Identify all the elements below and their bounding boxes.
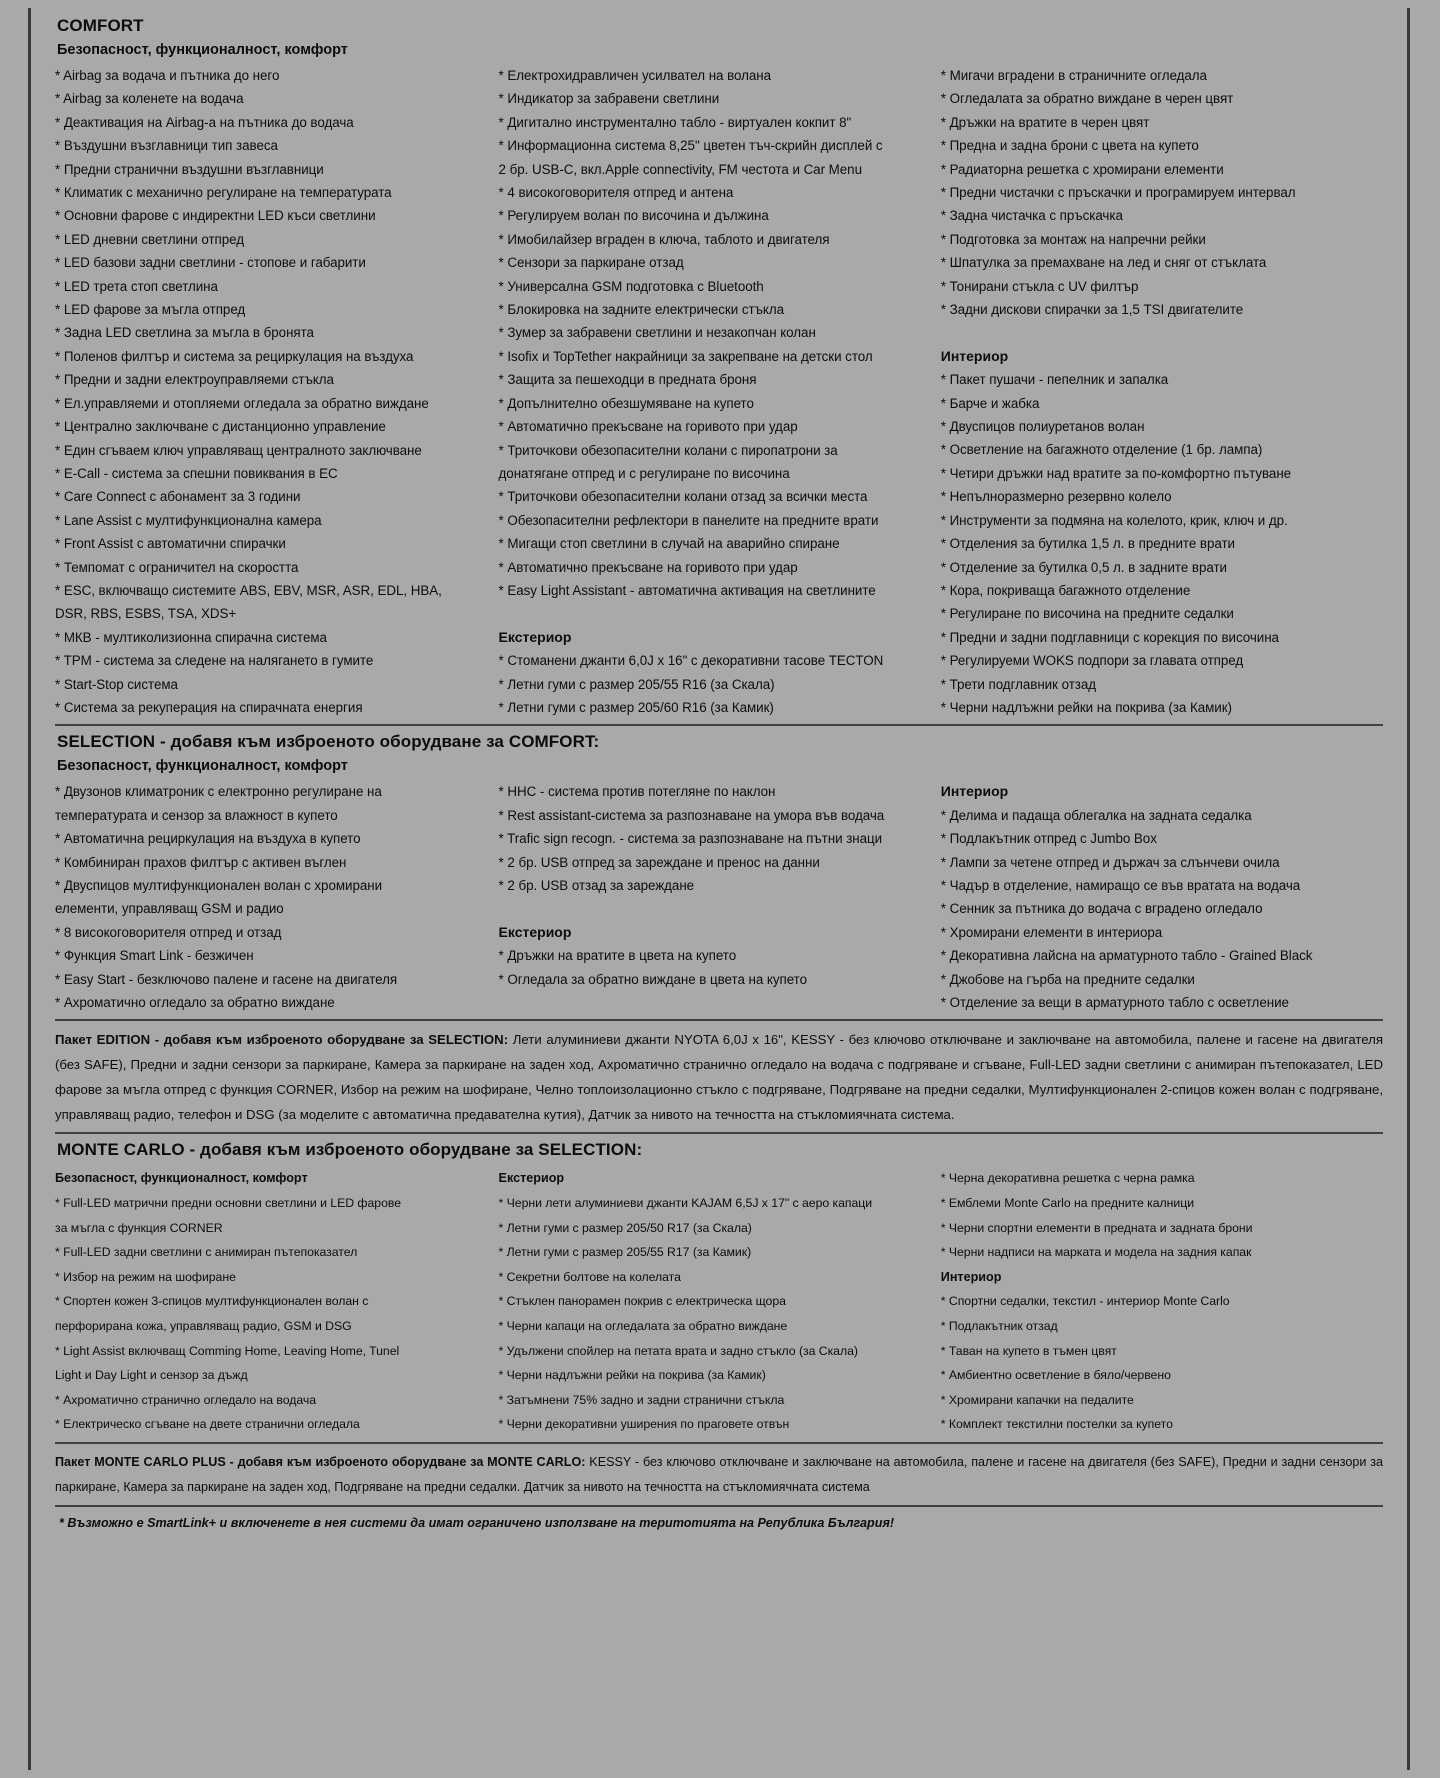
- list-item: * Дигитално инструментално табло - виртуален кокпит 8": [498, 114, 852, 130]
- list-item: * Easy Start - безключово палене и гасене на двигателя: [55, 971, 398, 987]
- list-item: * Електрическо сгъване на двете странични огледала: [55, 1417, 360, 1432]
- list-item: * Двуспицов полиуретанов волан: [940, 419, 1145, 435]
- list-item: * Делима и падаща облегалка на задната седалка: [940, 807, 1252, 823]
- list-item: * Кора, покриваща багажното отделение: [940, 582, 1191, 598]
- list-item: Light и Day Light и сензор за дъжд: [55, 1368, 248, 1383]
- list-item: * Пакет пушачи - пепелник и запалка: [940, 372, 1169, 388]
- list-item: * LED дневни светлини отпред: [55, 231, 245, 247]
- list-item: * Isofix и TopTether накрайници за закрепване на детски стол: [498, 348, 873, 364]
- list-item: * Сенник за пътника до водача с вградено огледало: [940, 901, 1263, 917]
- list-item: * Хромирани елементи в интериора: [940, 924, 1163, 940]
- list-item: * LED фарове за мъгла отпред: [55, 302, 246, 318]
- list-item: * Предни и задни електроуправляеми стъкла: [55, 372, 334, 388]
- list-item: * Черна декоративна решетка с черна рамка: [940, 1171, 1195, 1186]
- list-item: * Радиаторна решетка с хромирани елементи: [940, 161, 1224, 177]
- list-item: * Инструменти за подмяна на колелото, крик, ключ и др.: [940, 512, 1288, 528]
- list-item: * Декоративна лайсна на арматурното табло - Grained Black: [940, 948, 1313, 964]
- list-item: * Задни дискови спирачки за 1,5 TSI двигателите: [940, 302, 1244, 318]
- comfort-column-2: [499, 64, 941, 719]
- list-item: * Full-LED задни светлини с анимиран пътепоказател: [55, 1245, 358, 1260]
- monte-carlo-plus-lead: Пакет MONTE CARLO PLUS - добавя към изброеното оборудване за MONTE CARLO: [55, 1454, 582, 1469]
- monte-carlo-plus-colon: :: [581, 1454, 586, 1469]
- list-item: * Огледалата за обратно виждане в черен цвят: [940, 91, 1234, 107]
- list-item: * Четири дръжки над вратите за по-комфортно пътуване: [940, 465, 1292, 481]
- list-item: * Light Assist включващ Comming Home, Leaving Home, Tunel: [55, 1343, 400, 1358]
- list-item: * Летни гуми с размер 205/55 R16 (за Скала): [498, 676, 775, 692]
- divider: [55, 1132, 1383, 1134]
- list-item: * Амбиентно осветление в бяло/червено: [940, 1368, 1171, 1383]
- monte-carlo-safety-heading: Безопасност, функционалност, комфорт: [55, 1171, 308, 1186]
- comfort-title: COMFORT: [57, 16, 144, 35]
- list-item: * Автоматична рециркулация на въздуха в купето: [55, 831, 361, 847]
- list-item: * Таван на купето в тъмен цвят: [940, 1343, 1117, 1358]
- list-item: * 2 бр. USB отпред за зареждане и пренос на данни: [498, 854, 820, 870]
- list-item: * Избор на режим на шофиране: [55, 1269, 236, 1284]
- list-item: * Предни чистачки с пръскачки и програмируем интервал: [940, 185, 1296, 201]
- list-item: * Мигачи вградени в страничните огледала: [940, 68, 1207, 83]
- list-item: * Информационна система 8,25" цветен тъч-скрийн дисплей с: [498, 138, 883, 154]
- list-item: * HHC - система против потегляне по наклон: [498, 784, 776, 800]
- list-item: * Easy Light Assistant - автоматична активация на светлините: [498, 582, 876, 598]
- list-item: * Ахроматично огледало за обратно виждане: [55, 995, 335, 1011]
- selection-title: SELECTION - добавя към изброеното оборудване за COMFORT:: [57, 732, 600, 752]
- comfort-exterior-heading: Екстериор: [498, 628, 572, 645]
- list-item: перфорирана кожа, управляващ радио, GSM и DSG: [55, 1319, 352, 1333]
- list-item: * Триточкови обезопасителни колани отзад за всички места: [498, 489, 868, 505]
- list-item: * Предни странични въздушни възглавници: [55, 161, 324, 177]
- divider: [55, 1505, 1383, 1507]
- list-item: * Зумер за забравени светлини и незакопчан колан: [498, 325, 816, 341]
- list-item: * Индикатор за забравени светлини: [498, 91, 720, 107]
- list-item: * Летни гуми с размер 205/50 R17 (за Скала): [498, 1220, 752, 1235]
- list-item: * Триточкови обезопасителни колани с пиропатрони за: [498, 442, 838, 458]
- monte-carlo-interior-heading: Интериор: [940, 1269, 1002, 1284]
- selection-subhead: Безопасност, функционалност, комфорт: [57, 758, 348, 775]
- sheet-frame: [28, 8, 1410, 1770]
- list-item: * Трети подглавник отзад: [940, 676, 1097, 692]
- list-item: * Черни надлъжни рейки на покрива (за Камик): [940, 699, 1232, 715]
- spacer: [499, 897, 931, 920]
- list-item: * Климатик с механично регулиране на температурата: [55, 185, 392, 201]
- selection-column-3: [941, 780, 1383, 1014]
- list-item: * Регулируеми WOKS подпори за главата отпред: [940, 653, 1244, 669]
- list-item: * Барче и жабка: [940, 395, 1040, 411]
- selection-column-2: [499, 780, 941, 1014]
- edition-colon: :: [503, 1032, 509, 1048]
- list-item: * Start-Stop система: [55, 676, 178, 692]
- list-item: * Front Assist с автоматични спирачки: [55, 536, 286, 552]
- list-item: * Черни декоративни уширения по праговете отвън: [498, 1417, 790, 1432]
- list-item: * Емблеми Monte Carlo на предните калници: [940, 1196, 1195, 1211]
- list-item: * Подлакътник отпред с Jumbo Box: [940, 831, 1157, 847]
- selection-exterior-heading: Екстериор: [498, 923, 572, 940]
- list-item: * Черни лети алуминиеви джанти KAJAM 6,5J x 17" с аеро капаци: [498, 1196, 873, 1211]
- list-item: * Trafic sign recogn. - система за разпознаване на пътни знаци: [498, 831, 883, 847]
- list-item: * Централно заключване с дистанционно управление: [55, 419, 386, 435]
- list-item: * Секретни болтове на колелата: [498, 1269, 681, 1284]
- comfort-column-3: [941, 64, 1383, 719]
- list-item: * Регулиране по височина на предните седалки: [940, 606, 1234, 622]
- list-item: * Подготовка за монтаж на напречни рейки: [940, 231, 1206, 247]
- list-item: * Хромирани капачки на педалите: [940, 1392, 1134, 1407]
- comfort-interior-heading: Интериор: [940, 347, 1009, 364]
- list-item: * Защита за пешеходци в предната броня: [498, 372, 757, 388]
- list-item: * Отделение за вещи в арматурното табло с осветление: [940, 995, 1289, 1011]
- list-item: * Един сгъваем ключ управляващ централното заключване: [55, 442, 422, 458]
- list-item: * Комплект текстилни постелки за купето: [940, 1417, 1173, 1432]
- section-selection: [55, 732, 1383, 1014]
- selection-column-1: [55, 780, 499, 1014]
- divider: [55, 1019, 1383, 1021]
- list-item: * Чадър в отделение, намиращо се във вратата на водача: [940, 878, 1301, 893]
- list-item: * МКВ - мултиколизионна спирачна система: [55, 629, 327, 645]
- list-item: * Джобове на гърба на предните седалки: [940, 971, 1195, 987]
- list-item: * Поленов филтър и система за рециркулация на въздуха: [55, 348, 414, 364]
- list-item: * Тонирани стъкла с UV филтър: [940, 278, 1139, 294]
- comfort-subhead: Безопасност, функционалност, комфорт: [57, 42, 348, 58]
- list-item: * Осветление на багажното отделение (1 бр. лампа): [940, 442, 1263, 458]
- list-item: * Огледала за обратно виждане в цвета на купето: [498, 971, 808, 987]
- list-item: * Универсална GSM подготовка с Bluetooth: [498, 278, 764, 294]
- list-item: * Full-LED матрични предни основни светлини и LED фарове: [55, 1196, 401, 1211]
- monte-carlo-title: MONTE CARLO - добавя към изброеното оборудване за SELECTION:: [57, 1140, 643, 1160]
- list-item: * Отделения за бутилка 1,5 л. в предните врати: [940, 536, 1235, 552]
- edition-body: Лети алуминиеви джанти NYOTA 6,0J x 16", KESSY - без ключово отключване и заключване на автомобила, палене и гасене на двигателя (без SAFE), Предни и задни сензори за паркиране, Камера за паркиране на заден ход, Ахроматично странично огледало на водача с подгряване и сгъване, Full-LED задни светлини с анимиран пътепоказател, LED фарове за мъгла отпред с функция CORNER, Избор на режим на шофиране, Челно топлоизолационно стъкло с подгряване, Подгряване на предни седалки, Мултифункционален 2-спицов кожен волан с подгряване, управляващ радио, телефон и DSG (за моделите с автоматична предавателна кутия), Датчик за нивото на течността на стъкломиячната система.: [55, 1032, 1383, 1123]
- list-item: * Care Connect с абонамент за 3 години: [55, 489, 301, 505]
- list-item: * E-Call - система за спешни повиквания в ЕС: [55, 465, 338, 481]
- list-item: * Темпомат с ограничител на скоростта: [55, 559, 299, 575]
- list-item: * Непълноразмерно резервно колело: [940, 489, 1172, 505]
- list-item: * ESC, включващо системите ABS, EBV, MSR, ASR, EDL, HBA,: [55, 582, 442, 598]
- list-item: * Черни спортни елементи в предната и задната брони: [940, 1220, 1253, 1235]
- list-item: * LED базови задни светлини - стопове и габарити: [55, 255, 366, 271]
- list-item: * Шпатулка за премахване на лед и сняг от стъклата: [940, 255, 1267, 271]
- list-item: за мъгла с функция CORNER: [55, 1220, 223, 1235]
- list-item: донатягане отпред и с регулиране по височина: [498, 465, 790, 481]
- list-item: * Rest assistant-система за разпознаване на умора във водача: [498, 807, 885, 823]
- list-item: * Дръжки на вратите в цвета на купето: [498, 948, 737, 964]
- list-item: * Двузонов климатроник с електронно регулиране на: [55, 784, 382, 800]
- spacer: [499, 602, 931, 625]
- list-item: * Airbag за коленете на водача: [55, 91, 244, 107]
- monte-carlo-plus-body: KESSY - без ключово отключване и заключване на автомобила, палене и гасене на двигателя (без SAFE), Предни и задни сензори за паркиране, Камера за паркиране на заден ход, Подгряване на предни седалки. Датчик за нивото на течността на стъкломиячната система: [55, 1454, 1383, 1494]
- divider: [55, 724, 1383, 726]
- list-item: * Система за рекуперация на спирачната енергия: [55, 699, 363, 715]
- list-item: * Деактивация на Airbag-а на пътника до водача: [55, 114, 354, 130]
- edition-lead: Пакет EDITION - добавя към изброеното оборудване за SELECTION: [55, 1032, 504, 1048]
- list-item: елементи, управляващ GSM и радио: [55, 901, 284, 917]
- list-item: * Двуспицов мултифункционален волан с хромирани: [55, 878, 383, 893]
- list-item: * Подлакътник отзад: [940, 1319, 1058, 1333]
- list-item: * Спортен кожен 3-спицов мултифункционален волан с: [55, 1294, 369, 1309]
- list-item: * Летни гуми с размер 205/60 R16 (за Камик): [498, 699, 774, 715]
- list-item: * Черни капаци на огледалата за обратно виждане: [498, 1319, 788, 1333]
- list-item: * Комбиниран прахов филтър с активен въглен: [55, 854, 347, 870]
- list-item: * Имобилайзер вграден в ключа, таблото и двигателя: [498, 231, 830, 247]
- list-item: * Електрохидравличен усилвател на волана: [498, 68, 772, 83]
- list-item: * Airbag за водача и пътника до него: [55, 68, 280, 83]
- section-comfort: [55, 16, 1383, 719]
- list-item: * Основни фарове с индиректни LED къси светлини: [55, 208, 376, 224]
- list-item: * LED трета стоп светлина: [55, 278, 218, 294]
- list-item: * TPM - система за следене на налягането в гумите: [55, 653, 374, 669]
- list-item: * Затъмнени 75% задно и задни странични стъкла: [498, 1392, 785, 1407]
- list-item: * Lane Assist с мултифункционална камера: [55, 512, 322, 528]
- footnote: * Възможно е SmartLink+ и включенете в нея системи да имат ограничено използване на теритотията на Република България!: [59, 1515, 895, 1530]
- list-item: * Спортни седалки, текстил - интериор Monte Carlo: [940, 1294, 1230, 1309]
- list-item: * Дръжки на вратите в черен цвят: [940, 114, 1150, 130]
- monte-carlo-exterior-heading: Екстериор: [498, 1171, 565, 1186]
- list-item: температурата и сензор за влажност в купето: [55, 807, 338, 823]
- list-item: * 4 високоговорителя отпред и антена: [498, 185, 734, 201]
- list-item: * Задна LED светлина за мъгла в бронята: [55, 325, 314, 341]
- list-item: * Удължени спойлер на петата врата и задно стъкло (за Скала): [498, 1343, 858, 1358]
- list-item: * Автоматично прекъсване на горивото при удар: [498, 559, 798, 575]
- selection-interior-heading: Интериор: [940, 783, 1009, 800]
- list-item: * Предна и задна брони с цвета на купето: [940, 138, 1199, 154]
- list-item: * Стъклен панорамен покрив с електрическа щора: [498, 1294, 786, 1309]
- list-item: * Въздушни възглавници тип завеса: [55, 138, 278, 154]
- monte-carlo-column-2: [499, 1166, 941, 1437]
- divider: [55, 1442, 1383, 1444]
- list-item: * Блокировка на задните електрически стъкла: [498, 302, 785, 318]
- list-item: * Обезопасителни рефлектори в панелите на предните врати: [498, 512, 879, 528]
- monte-carlo-column-3: [941, 1166, 1383, 1437]
- list-item: 2 бр. USB-C, вкл.Apple connectivity, FM честота и Car Menu: [498, 161, 862, 177]
- list-item: * Ахроматично странично огледало на водача: [55, 1392, 317, 1407]
- monte-carlo-column-1: [55, 1166, 499, 1437]
- list-item: * 2 бр. USB отзад за зареждане: [498, 878, 695, 893]
- list-item: * Допълнително обезшумяване на купето: [498, 395, 754, 411]
- list-item: * Сензори за паркиране отзад: [498, 255, 684, 271]
- spacer: [941, 321, 1383, 344]
- list-item: * 8 високоговорителя отпред и отзад: [55, 924, 282, 940]
- list-item: * Регулируем волан по височина и дължина: [498, 208, 769, 224]
- list-item: * Стоманени джанти 6,0J x 16" с декоративни тасове TECTON: [498, 653, 884, 669]
- list-item: * Мигащи стоп светлини в случай на аварийно спиране: [498, 536, 840, 552]
- monte-carlo-plus-paragraph: [55, 1450, 1383, 1500]
- list-item: * Лампи за четене отпред и държач за слънчеви очила: [940, 854, 1280, 870]
- list-item: * Функция Smart Link - безжичен: [55, 948, 254, 964]
- list-item: * Летни гуми с размер 205/55 R17 (за Камик): [498, 1245, 752, 1260]
- edition-paragraph: [55, 1027, 1383, 1127]
- list-item: * Ел.управляеми и отопляеми огледала за обратно виждане: [55, 395, 429, 411]
- list-item: * Задна чистачка с пръскачка: [940, 208, 1123, 224]
- comfort-column-1: [55, 64, 499, 719]
- list-item: * Черни надписи на марката и модела на задния капак: [940, 1245, 1252, 1260]
- list-item: * Предни и задни подглавници с корекция по височина: [940, 629, 1279, 645]
- list-item: * Черни надлъжни рейки на покрива (за Камик): [498, 1368, 766, 1383]
- list-item: * Автоматично прекъсване на горивото при удар: [498, 419, 798, 435]
- section-monte-carlo: [55, 1140, 1383, 1437]
- list-item: DSR, RBS, ESBS, TSA, XDS+: [55, 606, 237, 622]
- list-item: * Отделение за бутилка 0,5 л. в задните врати: [940, 559, 1227, 575]
